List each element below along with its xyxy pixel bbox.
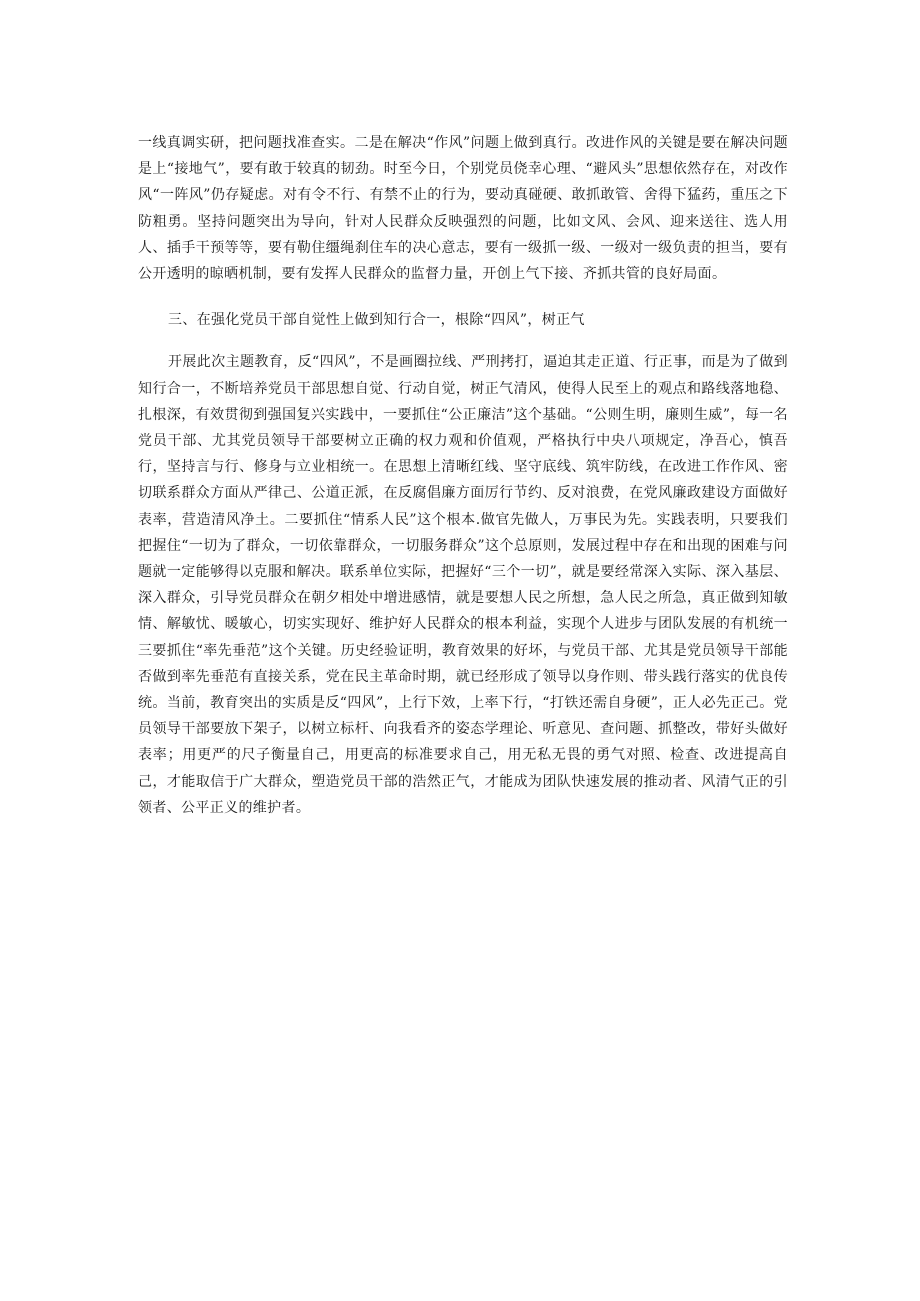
- paragraph-continuation: 一线真调实研，把问题找准查实。二是在解决“作风”问题上做到真行。改进作风的关键是要在解决问题是上“接地气”，要有敢于较真的韧劲。时至今日，个别党员侥幸心理、“避风头”思想依然存在，对改作风“一阵风”仍存疑虑。对有令不行、有禁不止的行为，要动真碰硬、敢抓敢管、舍得下猛药，重压之下防粗勇。坚持问题突出为导向，针对人民群众反映强烈的问题，比如文风、会风、迎来送往、选人用人、插手干预等等，要有勒住缰绳刹住车的决心意志，要有一级抓一级、一级对一级负责的担当，要有公开透明的晾晒机制，要有发挥人民群众的监督力量，开创上气下接、齐抓共管的良好局面。: [138, 135, 788, 283]
- section-heading: 三、在强化党员干部自觉性上做到知行合一，根除“四风”，树正气: [168, 312, 585, 329]
- paragraph-body: 开展此次主题教育，反“四风”，不是画圈拉线、严刑拷打，逼迫其走正道、行正事，而是为了做到知行合一，不断培养党员干部思想自觉、行动自觉，树正气清风，使得人民至上的观点和路线落地稳、扎根深，有效贯彻到强国复兴实践中，一要抓住“公正廉洁”这个基础。“公则生明，廉则生威”，每一名党员干部、尤其党员领导干部要树立正确的权力观和价值观，严格执行中央八项规定，净吾心，慎吾行，坚持言与行、修身与立业相统一。在思想上清晰红线、坚守底线、筑牢防线，在改进工作作风、密切联系群众方面从严律己、公道正派，在反腐倡廉方面厉行节约、反对浪费，在党风廉政建设方面做好表率，营造清风净土。二要抓住“情系人民”这个根本.做官先做人，万事民为先。实践表明，只要我们把握住“一切为了群众，一切依靠群众，一切服务群众”这个总原则，发展过程中存在和出现的困难与问题就一定能够得以克服和解决。联系单位实际，把握好“三个一切”，就是要经常深入实际、深入基层、深入群众，引导党员群众在朝夕相处中增进感情，就是要想人民之所想，急人民之所急，真正做到知敏情、解敏忧、暖敏心，切实实现好、维护好人民群众的根本利益，实现个人进步与团队发展的有机统一三要抓住“率先垂范”这个关键。历史经验证明，教育效果的好坏，与党员干部、尤其是党员领导干部能否做到率先垂范有直接关系，党在民主革命时期，就已经形成了领导以身作则、带头践行落实的优良传统。当前，教育突出的实质是反“四风”，上行下效，上率下行，“打铁还需自身硬”，正人必先正己。党员领导干部要放下架子，以树立标杆、向我看齐的姿态学理论、听意见、查问题、抓整改，带好头做好表率；用更严的尺子衡量自己，用更高的标准要求自己，用无私无畏的勇气对照、检查、改进提高自己，才能取信于广大群众，塑造党员干部的浩然正气，才能成为团队快速发展的推动者、风清气正的引领者、公平正义的维护者。: [138, 354, 788, 816]
- document-body: [138, 130, 788, 821]
